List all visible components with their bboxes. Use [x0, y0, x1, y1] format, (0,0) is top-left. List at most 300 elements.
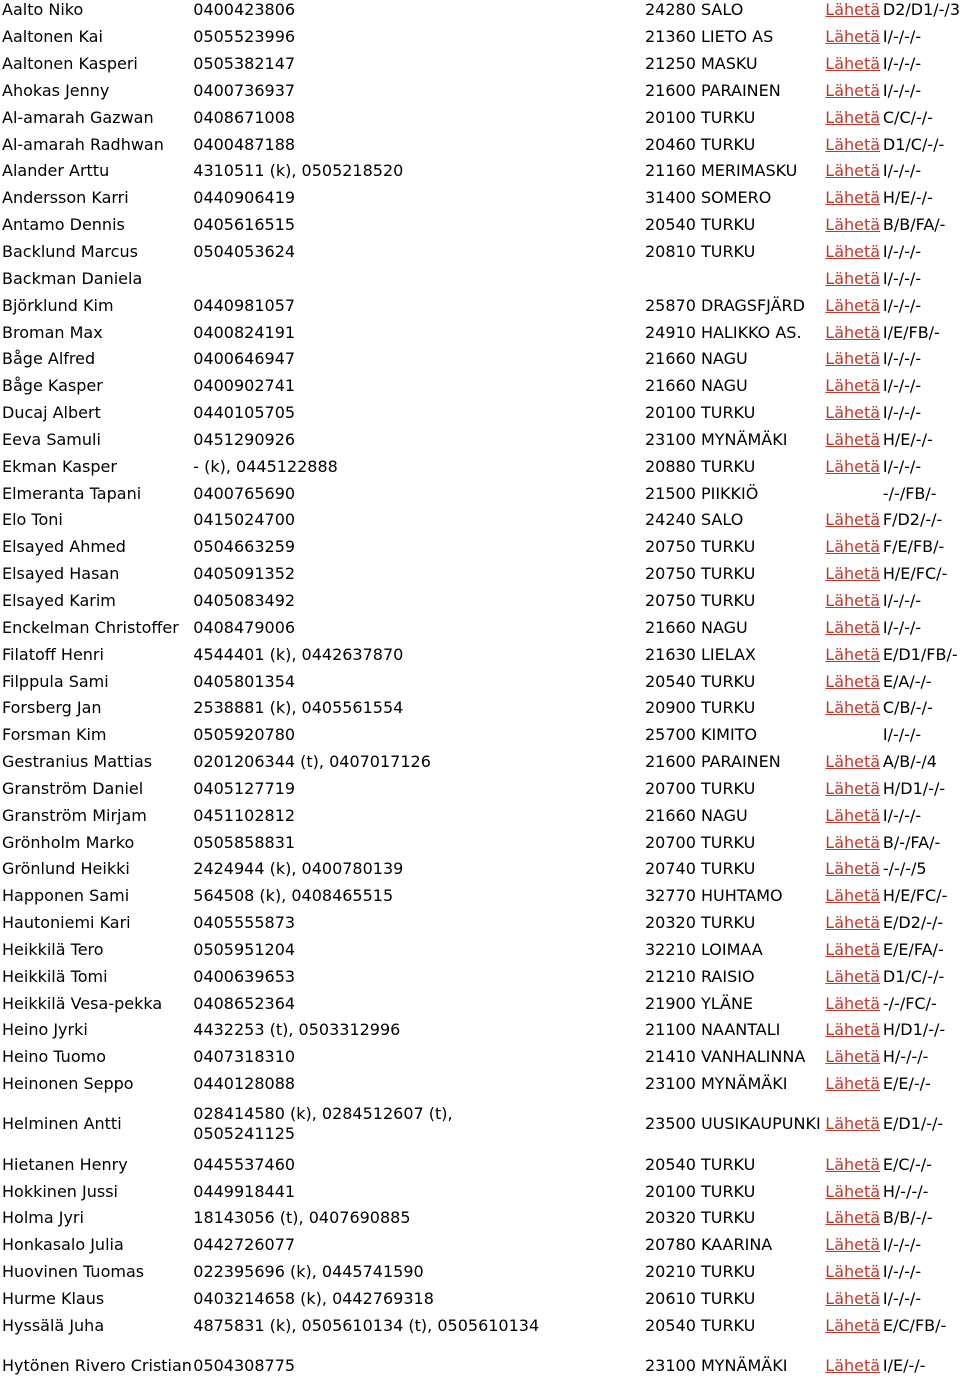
table-row	[2, 78, 960, 105]
person-name: Ekman Kasper	[2, 456, 117, 476]
send-link[interactable]: Lähetä	[825, 564, 881, 584]
postal-address: 20540 TURKU	[644, 671, 756, 691]
phone-numbers: 0505523996	[193, 27, 296, 47]
postal-address: 32770 HUHTAMO	[644, 886, 783, 906]
table-row	[2, 24, 960, 51]
send-link[interactable]: Lähetä	[825, 322, 881, 342]
license-code: I/-/-/-	[882, 349, 922, 369]
license-code: D2/D1/-/3	[882, 0, 960, 20]
postal-address: 21900 YLÄNE	[644, 993, 754, 1013]
contact-table-body	[2, 0, 960, 1393]
send-link[interactable]: Lähetä	[825, 832, 881, 852]
send-link[interactable]: Lähetä	[825, 886, 881, 906]
send-cell	[825, 453, 883, 480]
postal-address: 20700 TURKU	[644, 778, 756, 798]
postal-address: 23100 MYNÄMÄKI	[644, 1356, 788, 1376]
table-row	[2, 265, 960, 292]
table-row	[2, 910, 960, 937]
table-row	[2, 480, 960, 507]
table-row	[2, 1178, 960, 1205]
postal-address: 21660 NAGU	[644, 617, 748, 637]
person-name: Aalto Niko	[2, 0, 84, 20]
license-code: H/D1/-/-	[882, 778, 946, 798]
phone-numbers: 0405091352	[193, 564, 296, 584]
postal-address: 23100 MYNÄMÄKI	[644, 429, 788, 449]
send-link[interactable]: Lähetä	[825, 1315, 881, 1335]
send-link[interactable]: Lähetä	[825, 403, 881, 423]
phone-numbers: 0451102812	[193, 805, 296, 825]
license-code: E/D2/-/-	[882, 913, 944, 933]
phone-numbers: 0408479006	[193, 617, 296, 637]
send-link[interactable]: Lähetä	[825, 1356, 881, 1376]
send-cell	[825, 373, 883, 400]
phone-numbers: 18143056 (t), 0407690885	[193, 1208, 411, 1228]
send-link[interactable]: Lähetä	[825, 429, 881, 449]
table-row	[2, 1044, 960, 1071]
table-row	[2, 400, 960, 427]
license-code: I/-/-/-	[882, 242, 922, 262]
table-row	[2, 1151, 960, 1178]
phone-numbers: 0442726077	[193, 1235, 296, 1255]
send-link[interactable]: Lähetä	[825, 805, 881, 825]
license-code: H/E/-/-	[882, 188, 933, 208]
send-link[interactable]: Lähetä	[825, 617, 881, 637]
send-cell	[825, 1205, 883, 1232]
send-link[interactable]: Lähetä	[825, 1288, 881, 1308]
table-row	[2, 1098, 960, 1152]
license-code: I/E/-/-	[882, 1356, 926, 1376]
send-link[interactable]: Lähetä	[825, 107, 881, 127]
person-name: Ahokas Jenny	[2, 80, 110, 100]
phone-numbers: 022395696 (k), 0445741590	[193, 1262, 424, 1282]
send-link[interactable]: Lähetä	[825, 349, 881, 369]
send-link[interactable]: Lähetä	[825, 993, 881, 1013]
postal-address: 21600 PARAINEN	[644, 80, 781, 100]
phone-numbers: 0405616515	[193, 215, 296, 235]
table-row	[2, 158, 960, 185]
person-name: Andersson Karri	[2, 188, 129, 208]
postal-address: 20460 TURKU	[644, 134, 756, 154]
license-code: I/-/-/-	[882, 725, 922, 745]
table-row	[2, 346, 960, 373]
person-name: Heinonen Seppo	[2, 1074, 134, 1094]
send-link[interactable]: Lähetä	[825, 590, 881, 610]
postal-address: 21410 VANHALINNA	[644, 1047, 806, 1067]
send-link[interactable]: Lähetä	[825, 80, 881, 100]
license-code: I/-/-/-	[882, 1288, 922, 1308]
license-code: H/-/-/-	[882, 1181, 929, 1201]
phone-numbers: 0405555873	[193, 913, 296, 933]
phone-numbers: 0400423806	[193, 0, 296, 20]
send-link[interactable]: Lähetä	[825, 778, 881, 798]
person-name: Backlund Marcus	[2, 242, 138, 262]
postal-address: 20880 TURKU	[644, 456, 756, 476]
person-name: Granström Mirjam	[2, 805, 147, 825]
license-code: F/E/FB/-	[882, 537, 945, 557]
postal-address: 20610 TURKU	[644, 1288, 756, 1308]
send-link[interactable]: Lähetä	[825, 913, 881, 933]
postal-address: 20780 KAARINA	[644, 1235, 773, 1255]
license-code: C/B/-/-	[882, 698, 933, 718]
license-code: E/C/FB/-	[882, 1315, 947, 1335]
send-link[interactable]: Lähetä	[825, 1047, 881, 1067]
send-link[interactable]: Lähetä	[825, 510, 881, 530]
person-name: Happonen Sami	[2, 886, 130, 906]
license-code: F/D2/-/-	[882, 510, 943, 530]
postal-address: 21210 RAISIO	[644, 966, 755, 986]
send-cell	[825, 829, 883, 856]
license-code: D1/C/-/-	[882, 966, 945, 986]
license-code: B/-/FA/-	[882, 832, 941, 852]
send-link[interactable]: Lähetä	[825, 215, 881, 235]
send-link[interactable]: Lähetä	[825, 966, 881, 986]
person-name: Hokkinen Jussi	[2, 1181, 118, 1201]
person-name: Filppula Sami	[2, 671, 109, 691]
send-link[interactable]: Lähetä	[825, 752, 881, 772]
person-name: Elsayed Hasan	[2, 564, 120, 584]
send-link[interactable]: Lähetä	[825, 1020, 881, 1040]
send-cell	[825, 158, 883, 185]
postal-address: 21660 NAGU	[644, 376, 748, 396]
person-name: Hautoniemi Kari	[2, 913, 131, 933]
send-link[interactable]: Lähetä	[825, 161, 881, 181]
person-name: Al-amarah Gazwan	[2, 107, 154, 127]
table-row	[2, 292, 960, 319]
phone-numbers: 0504663259	[193, 537, 296, 557]
license-code: E/E/-/-	[882, 1074, 931, 1094]
phone-numbers: 564508 (k), 0408465515	[193, 886, 394, 906]
table-row	[2, 641, 960, 668]
table-row	[2, 0, 960, 24]
license-code: I/-/-/-	[882, 27, 922, 47]
person-name: Forsberg Jan	[2, 698, 102, 718]
send-cell	[825, 1044, 883, 1071]
postal-address: 20810 TURKU	[644, 242, 756, 262]
license-code: -/-/FC/-	[882, 993, 937, 1013]
postal-address: 32210 LOIMAA	[644, 939, 763, 959]
person-name: Elo Toni	[2, 510, 63, 530]
license-code: C/C/-/-	[882, 107, 933, 127]
phone-numbers: 0400639653	[193, 966, 296, 986]
person-name: Elsayed Karim	[2, 590, 116, 610]
postal-address: 20320 TURKU	[644, 913, 756, 933]
license-code: B/B/FA/-	[882, 215, 946, 235]
person-name: Helminen Antti	[2, 1114, 122, 1134]
phone-numbers: 0440128088	[193, 1074, 296, 1094]
postal-address: 20540 TURKU	[644, 1154, 756, 1174]
phone-numbers: 0400646947	[193, 349, 296, 369]
postal-address: 21660 NAGU	[644, 349, 748, 369]
postal-address: 20750 TURKU	[644, 590, 756, 610]
phone-numbers: 0400736937	[193, 80, 296, 100]
send-link[interactable]: Lähetä	[825, 376, 881, 396]
license-code: H/E/FC/-	[882, 886, 948, 906]
send-cell	[825, 534, 883, 561]
person-name: Hytönen Rivero Cristian	[2, 1356, 192, 1376]
postal-address: 21160 MERIMASKU	[644, 161, 798, 181]
send-link[interactable]: Lähetä	[825, 242, 881, 262]
table-row	[2, 239, 960, 266]
send-cell	[825, 1339, 883, 1393]
send-cell	[825, 614, 883, 641]
send-link[interactable]: Lähetä	[825, 1181, 881, 1201]
license-code: I/-/-/-	[882, 403, 922, 423]
send-link[interactable]: Lähetä	[825, 671, 881, 691]
table-row	[2, 51, 960, 78]
phone-numbers: - (k), 0445122888	[193, 456, 338, 476]
send-cell	[825, 1286, 883, 1313]
postal-address: 20740 TURKU	[644, 859, 756, 879]
phone-numbers: 4875831 (k), 0505610134 (t), 0505610134	[193, 1315, 540, 1335]
send-cell	[825, 131, 883, 158]
person-name: Honkasalo Julia	[2, 1235, 124, 1255]
send-link[interactable]: Lähetä	[825, 1262, 881, 1282]
postal-address: 25700 KIMITO	[644, 725, 758, 745]
send-cell	[825, 104, 883, 131]
send-cell	[825, 588, 883, 615]
phone-numbers: 0445537460	[193, 1154, 296, 1174]
person-name: Filatoff Henri	[2, 644, 104, 664]
phone-numbers: 0408671008	[193, 107, 296, 127]
send-cell	[825, 749, 883, 776]
license-code: I/E/FB/-	[882, 322, 940, 342]
person-name: Gestranius Mattias	[2, 752, 153, 772]
phone-numbers: 0505382147	[193, 54, 296, 74]
send-cell	[825, 319, 883, 346]
table-row	[2, 990, 960, 1017]
license-code: E/E/FA/-	[882, 939, 944, 959]
send-cell	[825, 239, 883, 266]
table-row	[2, 802, 960, 829]
person-name: Heino Tuomo	[2, 1047, 106, 1067]
person-name: Antamo Dennis	[2, 215, 125, 235]
send-link[interactable]: Lähetä	[825, 268, 881, 288]
license-code: I/-/-/-	[882, 590, 922, 610]
postal-address: 21600 PARAINEN	[644, 752, 781, 772]
send-cell	[825, 0, 883, 24]
postal-address: 20100 TURKU	[644, 1181, 756, 1201]
postal-address: 21630 LIELAX	[644, 644, 756, 664]
phone-numbers: 4310511 (k), 0505218520	[193, 161, 404, 181]
person-name: Al-amarah Radhwan	[2, 134, 164, 154]
phone-numbers: 0504053624	[193, 242, 296, 262]
person-name: Grönlund Heikki	[2, 859, 130, 879]
postal-address: 20700 TURKU	[644, 832, 756, 852]
phone-numbers: 2424944 (k), 0400780139	[193, 859, 404, 879]
send-link[interactable]: Lähetä	[825, 939, 881, 959]
send-link[interactable]: Lähetä	[825, 54, 881, 74]
license-code: I/-/-/-	[882, 376, 922, 396]
table-row	[2, 1071, 960, 1098]
send-link[interactable]: Lähetä	[825, 644, 881, 664]
phone-numbers: 0400487188	[193, 134, 296, 154]
table-row	[2, 1312, 960, 1339]
postal-address: 20540 TURKU	[644, 215, 756, 235]
send-link[interactable]: Lähetä	[825, 1235, 881, 1255]
phone-numbers: 0449918441	[193, 1181, 296, 1201]
license-code: I/-/-/-	[882, 1235, 922, 1255]
send-cell	[825, 1178, 883, 1205]
postal-address: 21250 MASKU	[644, 54, 758, 74]
send-cell	[825, 1098, 883, 1152]
phone-numbers: 4432253 (t), 0503312996	[193, 1020, 401, 1040]
person-name: Båge Alfred	[2, 349, 96, 369]
phone-numbers: 4544401 (k), 0442637870	[193, 644, 404, 664]
phone-numbers: 2538881 (k), 0405561554	[193, 698, 404, 718]
license-code: E/D1/-/-	[882, 1114, 944, 1134]
send-cell	[825, 668, 883, 695]
table-row	[2, 937, 960, 964]
table-row	[2, 1259, 960, 1286]
license-code: I/-/-/-	[882, 54, 922, 74]
postal-address: 23100 MYNÄMÄKI	[644, 1074, 788, 1094]
phone-numbers: 0403214658 (k), 0442769318	[193, 1288, 434, 1308]
send-cell	[825, 427, 883, 454]
send-link[interactable]: Lähetä	[825, 134, 881, 154]
send-cell	[825, 507, 883, 534]
person-name: Holma Jyri	[2, 1208, 84, 1228]
license-code: I/-/-/-	[882, 456, 922, 476]
license-code: I/-/-/-	[882, 1262, 922, 1282]
person-name: Grönholm Marko	[2, 832, 135, 852]
phone-numbers: 028414580 (k), 0284512607 (t), 0505241125	[193, 1104, 453, 1144]
person-name: Aaltonen Kai	[2, 27, 103, 47]
table-row	[2, 695, 960, 722]
send-link[interactable]: Lähetä	[825, 698, 881, 718]
table-row	[2, 1205, 960, 1232]
license-code: I/-/-/-	[882, 80, 922, 100]
send-link[interactable]: Lähetä	[825, 1208, 881, 1228]
send-link[interactable]: Lähetä	[825, 456, 881, 476]
send-cell	[825, 910, 883, 937]
table-row	[2, 131, 960, 158]
phone-numbers: 0405127719	[193, 778, 296, 798]
table-row	[2, 749, 960, 776]
person-name: Huovinen Tuomas	[2, 1262, 145, 1282]
postal-address: 21500 PIIKKIÖ	[644, 483, 759, 503]
table-row	[2, 1232, 960, 1259]
send-link[interactable]: Lähetä	[825, 859, 881, 879]
send-link[interactable]: Lähetä	[825, 1154, 881, 1174]
license-code: A/B/-/4	[882, 752, 937, 772]
person-name: Alander Arttu	[2, 161, 110, 181]
table-row	[2, 104, 960, 131]
table-row	[2, 453, 960, 480]
table-row	[2, 1286, 960, 1313]
postal-address: 20900 TURKU	[644, 698, 756, 718]
postal-address: 25870 DRAGSFJÄRD	[644, 295, 805, 315]
send-link[interactable]: Lähetä	[825, 1114, 881, 1134]
send-link[interactable]: Lähetä	[825, 1074, 881, 1094]
send-cell	[825, 775, 883, 802]
send-cell	[825, 212, 883, 239]
phone-numbers: 0408652364	[193, 993, 296, 1013]
postal-address: 20100 TURKU	[644, 403, 756, 423]
send-cell	[825, 695, 883, 722]
table-row	[2, 775, 960, 802]
send-cell	[825, 802, 883, 829]
person-name: Hyssälä Juha	[2, 1315, 105, 1335]
postal-address	[645, 265, 825, 292]
phone-numbers: 0400902741	[193, 376, 296, 396]
postal-address: 24280 SALO	[644, 0, 744, 20]
postal-address: 20750 TURKU	[644, 537, 756, 557]
send-link[interactable]: Lähetä	[825, 295, 881, 315]
license-code: H/E/-/-	[882, 429, 933, 449]
contact-table	[2, 0, 960, 1393]
send-cell	[825, 346, 883, 373]
license-code: E/C/-/-	[882, 1154, 932, 1174]
send-link[interactable]: Lähetä	[825, 27, 881, 47]
send-cell	[825, 722, 883, 749]
phone-numbers: 0440105705	[193, 403, 296, 423]
postal-address: 20750 TURKU	[644, 564, 756, 584]
send-link[interactable]: Lähetä	[825, 537, 881, 557]
table-row	[2, 1339, 960, 1393]
send-cell	[825, 78, 883, 105]
license-code: -/-/FB/-	[882, 483, 937, 503]
table-row	[2, 319, 960, 346]
send-cell	[825, 292, 883, 319]
person-name: Eeva Samuli	[2, 429, 101, 449]
phone-numbers: 0440906419	[193, 188, 296, 208]
send-cell	[825, 963, 883, 990]
table-row	[2, 427, 960, 454]
postal-address: 21360 LIETO AS	[644, 27, 774, 47]
person-name: Heikkilä Tomi	[2, 966, 108, 986]
send-link[interactable]: Lähetä	[825, 188, 881, 208]
send-cell	[825, 883, 883, 910]
table-row	[2, 668, 960, 695]
table-row	[2, 829, 960, 856]
table-row	[2, 963, 960, 990]
license-code: H/D1/-/-	[882, 1020, 946, 1040]
table-row	[2, 185, 960, 212]
postal-address: 20100 TURKU	[644, 107, 756, 127]
license-code: I/-/-/-	[882, 617, 922, 637]
phone-numbers: 0504308775	[193, 1356, 296, 1376]
table-row	[2, 561, 960, 588]
person-name: Heino Jyrki	[2, 1020, 88, 1040]
person-name: Båge Kasper	[2, 376, 103, 396]
send-cell	[825, 561, 883, 588]
send-cell	[825, 1151, 883, 1178]
send-cell	[825, 51, 883, 78]
phone-numbers: 0451290926	[193, 429, 296, 449]
person-name: Granström Daniel	[2, 778, 144, 798]
license-code: -/-/-/5	[882, 859, 927, 879]
phone-numbers: 0400765690	[193, 483, 296, 503]
send-cell	[825, 1017, 883, 1044]
postal-address: 24240 SALO	[644, 510, 744, 530]
phone-numbers: 0400824191	[193, 322, 296, 342]
license-code: H/-/-/-	[882, 1047, 929, 1067]
send-cell	[825, 24, 883, 51]
postal-address: 20320 TURKU	[644, 1208, 756, 1228]
phone-numbers: 0440981057	[193, 295, 296, 315]
person-name: Björklund Kim	[2, 295, 114, 315]
person-name: Heikkilä Vesa-pekka	[2, 993, 163, 1013]
send-cell	[825, 185, 883, 212]
send-cell	[825, 990, 883, 1017]
person-name: Elmeranta Tapani	[2, 483, 142, 503]
person-name: Ducaj Albert	[2, 403, 101, 423]
phone-numbers: 0405083492	[193, 590, 296, 610]
phone-numbers: 0505920780	[193, 725, 296, 745]
phone-numbers: 0405801354	[193, 671, 296, 691]
send-link[interactable]: Lähetä	[825, 0, 881, 20]
table-row	[2, 856, 960, 883]
